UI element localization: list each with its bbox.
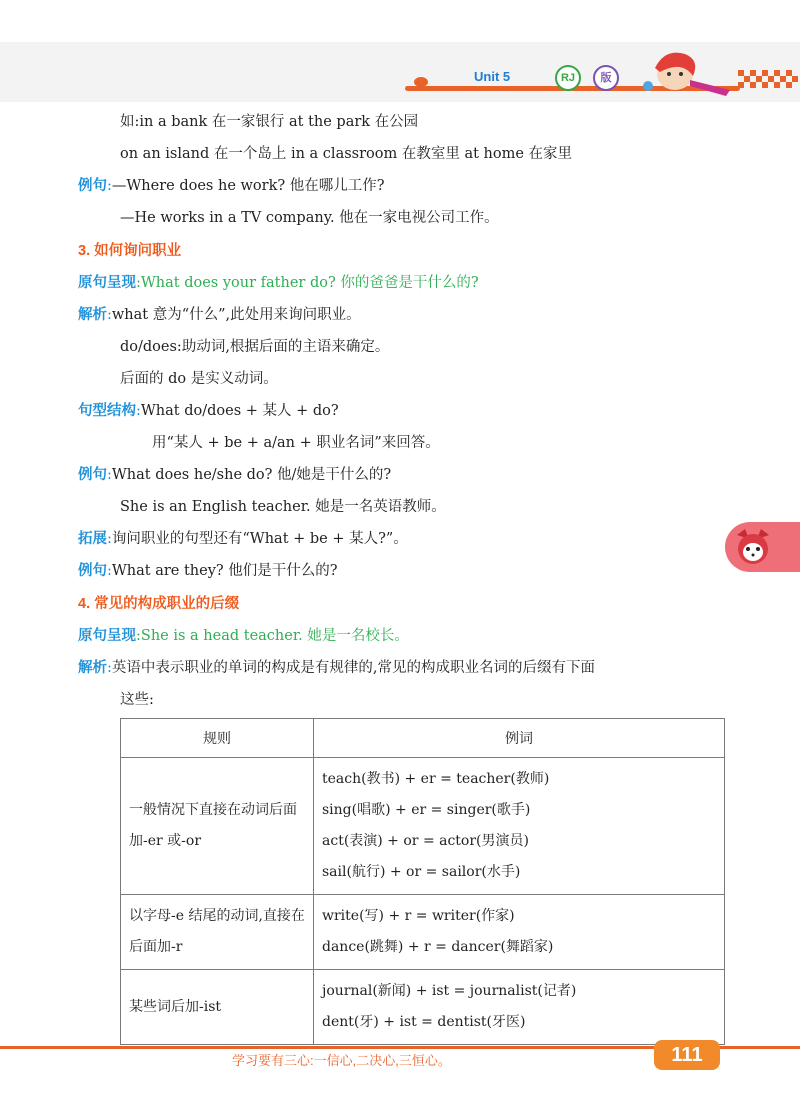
label-analysis: 解析 — [78, 307, 107, 323]
table-row — [121, 970, 725, 1045]
label-analysis: 解析 — [78, 660, 107, 676]
structure-line: 句型结构:What do/does + 某人 + do? — [78, 403, 339, 419]
text-line: She is an English teacher. 她是一名英语教师。 — [120, 499, 446, 515]
table-row — [121, 758, 725, 895]
table-header: 规则 — [121, 719, 314, 758]
example-word: sail(航行) + or = sailor(水手) — [322, 864, 521, 880]
examples-cell — [314, 758, 725, 895]
structure-text: What do/does + 某人 + do? — [140, 403, 339, 419]
text-line: on an island 在一个岛上 in a classroom 在教室里 at home 在家里 — [120, 146, 573, 162]
suffix-rules-table — [120, 718, 725, 1045]
label-original: 原句呈现 — [78, 628, 136, 644]
extension-line: 拓展:询问职业的句型还有“What + be + 某人?”。 — [78, 531, 408, 547]
example-text: What are they? 他们是干什么的? — [111, 563, 338, 579]
label-example: 例句 — [78, 563, 107, 579]
label-original: 原句呈现 — [78, 275, 136, 291]
rule-cell: 某些词后加-ist — [121, 970, 314, 1045]
fox-mascot-icon — [733, 527, 773, 567]
page-number: 111 — [654, 1040, 720, 1070]
example-line: 例句:What does he/she do? 他/她是干什么的? — [78, 467, 392, 483]
section-heading: 4. 常见的构成职业的后缀 — [78, 596, 240, 612]
section-heading: 3. 如何询问职业 — [78, 243, 182, 259]
example-word: dent(牙) + ist = dentist(牙医) — [322, 1014, 526, 1030]
example-word: act(表演) + or = actor(男演员) — [322, 833, 529, 849]
example-text: What does he/she do? 他/她是干什么的? — [111, 467, 392, 483]
example-word: dance(跳舞) + r = dancer(舞蹈家) — [322, 939, 554, 955]
examples-cell — [314, 970, 725, 1045]
analysis-text: what 意为“什么”,此处用来询问职业。 — [111, 307, 361, 323]
example-text: —Where does he work? 他在哪儿工作? — [111, 178, 385, 194]
rule-cell: 一般情况下直接在动词后面加-er 或-or — [121, 758, 314, 895]
example-word: teach(教书) + er = teacher(教师) — [322, 771, 550, 787]
example-word: journal(新闻) + ist = journalist(记者) — [322, 983, 577, 999]
table-header-row — [121, 719, 725, 758]
text-line: do/does:助动词,根据后面的主语来确定。 — [120, 339, 390, 355]
text-line: 这些: — [120, 692, 154, 708]
example-word: sing(唱歌) + er = singer(歌手) — [322, 802, 531, 818]
example-line: 例句:—Where does he work? 他在哪儿工作? — [78, 178, 385, 194]
original-sentence-line: 原句呈现:She is a head teacher. 她是一名校长。 — [78, 628, 409, 644]
examples-cell — [314, 895, 725, 970]
text-line: 后面的 do 是实义动词。 — [120, 371, 278, 387]
label-extension: 拓展 — [78, 531, 107, 547]
edition-badge-ban: 版 — [593, 65, 619, 91]
text-line: 如:in a bank 在一家银行 at the park 在公园 — [120, 114, 419, 130]
unit-label: Unit 5 — [474, 69, 511, 84]
analysis-line: 解析:英语中表示职业的单词的构成是有规律的,常见的构成职业名词的后缀有下面 — [78, 660, 595, 676]
label-example: 例句 — [78, 178, 107, 194]
text-line: —He works in a TV company. 他在一家电视公司工作。 — [120, 210, 499, 226]
mascot-illustration — [620, 46, 735, 101]
extension-text: 询问职业的句型还有“What + be + 某人?”。 — [111, 531, 408, 547]
example-line: 例句:What are they? 他们是干什么的? — [78, 563, 338, 579]
example-word: write(写) + r = writer(作家) — [322, 908, 515, 924]
label-example: 例句 — [78, 467, 107, 483]
analysis-text: 英语中表示职业的单词的构成是有规律的,常见的构成职业名词的后缀有下面 — [111, 660, 595, 676]
label-structure: 句型结构 — [78, 403, 136, 419]
footer-motto: 学习要有三心:一信心,二决心,三恒心。 — [232, 1053, 451, 1068]
checker-pattern — [738, 70, 800, 90]
original-sentence: She is a head teacher. 她是一名校长。 — [140, 628, 409, 644]
analysis-line: 解析:what 意为“什么”,此处用来询问职业。 — [78, 307, 361, 323]
original-sentence-line: 原句呈现:What does your father do? 你的爸爸是干什么的? — [78, 275, 479, 291]
table-header: 例词 — [314, 719, 725, 758]
rule-cell: 以字母-e 结尾的动词,直接在后面加-r — [121, 895, 314, 970]
text-line: 用“某人 + be + a/an + 职业名词”来回答。 — [152, 435, 440, 451]
edition-badge-rj: RJ — [555, 65, 581, 91]
original-sentence: What does your father do? 你的爸爸是干什么的? — [140, 275, 479, 291]
table-row — [121, 895, 725, 970]
